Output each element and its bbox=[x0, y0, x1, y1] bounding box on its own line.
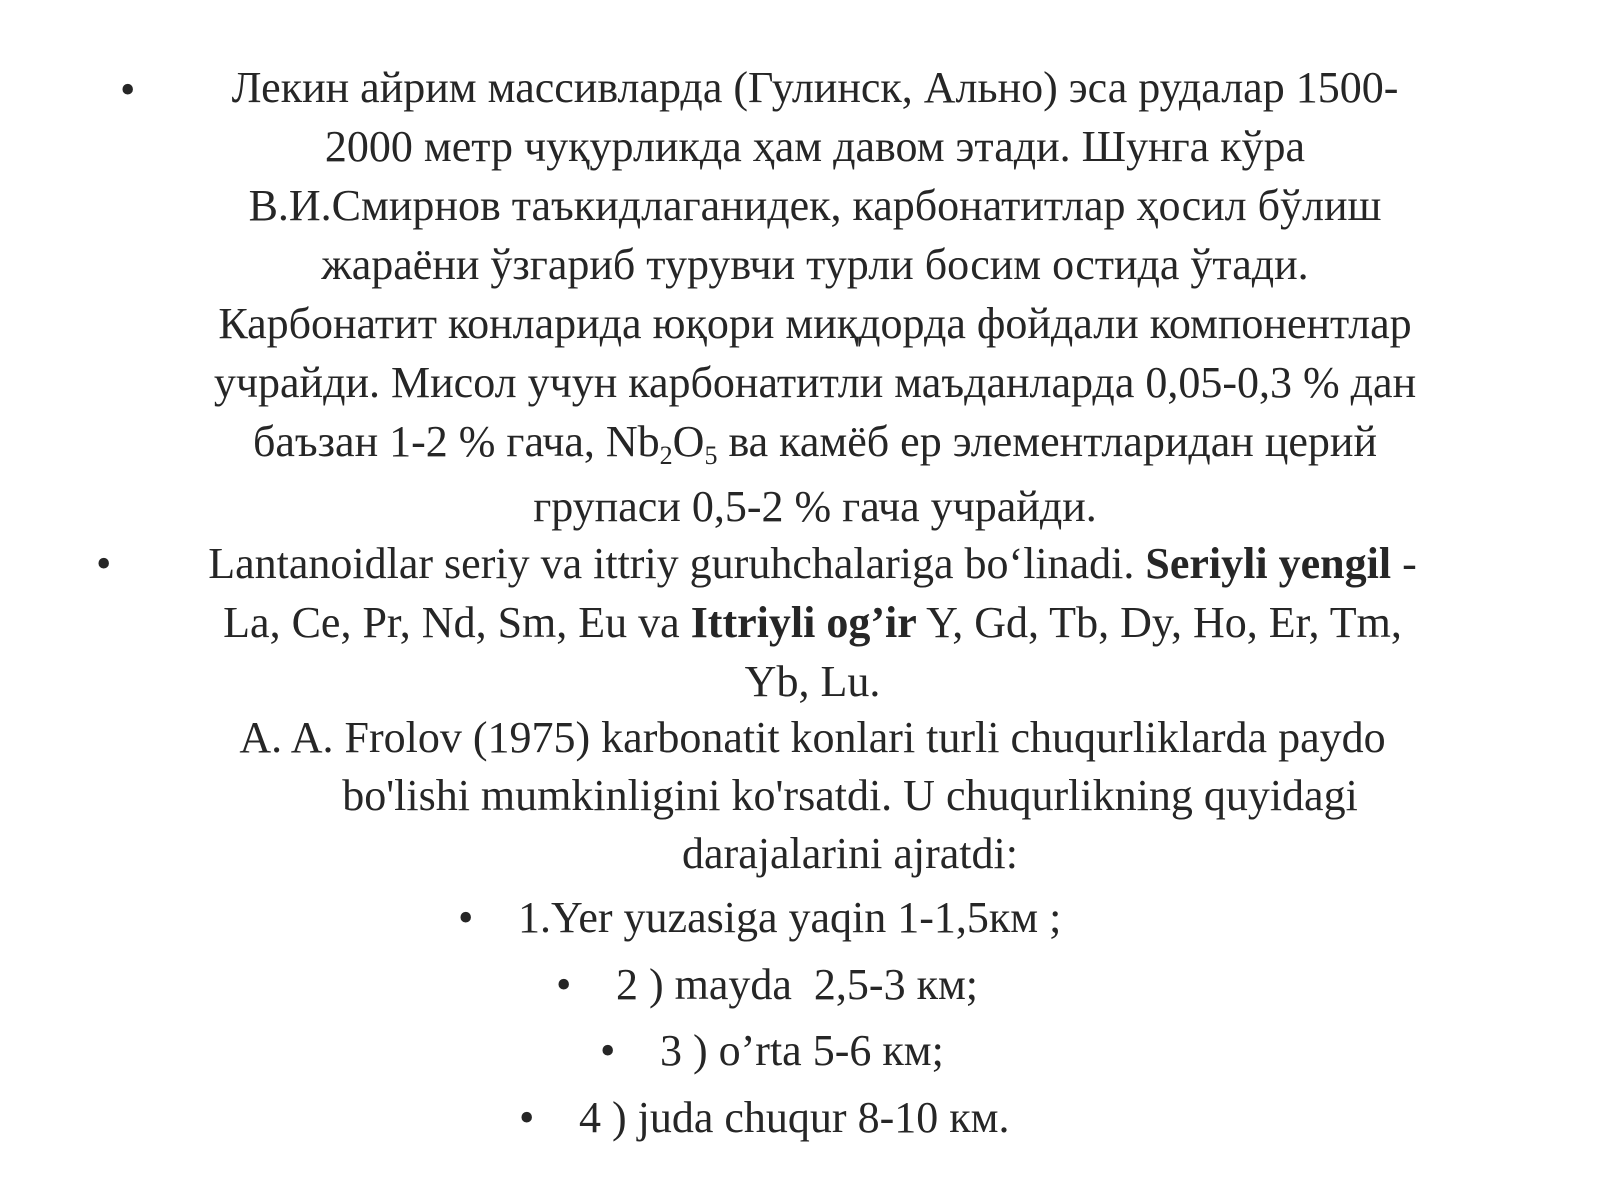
paragraph-block-2 bbox=[140, 534, 1485, 711]
subscript-5: 5 bbox=[704, 441, 718, 470]
block-2-line-1-text: Lantanoidlar seriy va ittriy guruhchalariga bo‘linadi. bbox=[208, 539, 1146, 588]
block-2-line-2 bbox=[140, 593, 1485, 652]
subscript-2: 2 bbox=[659, 441, 673, 470]
ittriyli-ogir-label: Ittriyli og’ir bbox=[690, 598, 917, 647]
frolov-line-3: darajalarini ajratdi: bbox=[682, 829, 1018, 878]
level-item-1: 1.Yer yuzasiga yaqin 1-1,5км ; bbox=[518, 893, 1062, 942]
block-1-line-6: учрайди. Мисол учун карбонатитли маъданларда 0,05-0,3 % дан bbox=[213, 358, 1417, 407]
frolov-line-1: A. A. Frolov (1975) karbonatit konlari turli chuqurliklarda paydo bbox=[239, 713, 1386, 762]
level-item-3: 3 ) o’rta 5-6 км; bbox=[660, 1026, 944, 1075]
block-1-line-1: Лекин айрим массивларда (Гулинск, Ально) эса рудалар 1500- bbox=[231, 63, 1399, 112]
block-1-line-4: жараёни ўзгариб турувчи турли босим остида ўтади. bbox=[321, 240, 1309, 289]
block-2-line-1 bbox=[140, 534, 1485, 593]
block-1-line-7-oxygen: O bbox=[672, 417, 705, 466]
block-1-line-2: 2000 метр чуқурликда ҳам давом этади. Шунга кўра bbox=[324, 122, 1306, 171]
bullet-block-2: • bbox=[96, 539, 112, 588]
block-1-line-7-start: баъзан 1-2 % гача, Nb bbox=[252, 417, 660, 466]
block-2-line-2-text: La, Ce, Pr, Nd, Sm, Eu va bbox=[223, 598, 691, 647]
block-1-line-7-end: ва камёб ер элементларидан церий bbox=[717, 417, 1378, 466]
bullet-level-2: • bbox=[556, 960, 572, 1009]
level-item-2: 2 ) mayda 2,5-3 км; bbox=[616, 960, 979, 1009]
bullet-level-4: • bbox=[519, 1093, 535, 1142]
bullet-level-1: • bbox=[458, 893, 474, 942]
block-1-line-7 bbox=[160, 412, 1470, 471]
block-2-line-2-elements: Y, Gd, Tb, Dy, Ho, Er, Tm, bbox=[916, 598, 1402, 647]
frolov-line-2: bo'lishi mumkinligini ko'rsatdi. U chuqurlikning quyidagi bbox=[342, 771, 1358, 820]
level-item-4: 4 ) juda chuqur 8-10 км. bbox=[579, 1093, 1010, 1142]
block-2-line-3: Yb, Lu. bbox=[744, 657, 881, 706]
block-1-line-5: Карбонатит конларида юқори миқдорда фойдали компонентлар bbox=[218, 299, 1412, 348]
bullet-level-3: • bbox=[600, 1026, 616, 1075]
paragraph-block-1 bbox=[160, 58, 1470, 536]
bullet-block-1: • bbox=[120, 65, 136, 114]
block-2-line-1-dash: - bbox=[1391, 539, 1417, 588]
block-1-line-8: групаси 0,5-2 % гача учрайди. bbox=[533, 482, 1097, 531]
seriyli-yengil-label: Seriyli yengil bbox=[1145, 539, 1392, 588]
block-1-line-3: В.И.Смирнов таъкидлаганидек, карбонатитлар ҳосил бўлиш bbox=[248, 181, 1382, 230]
